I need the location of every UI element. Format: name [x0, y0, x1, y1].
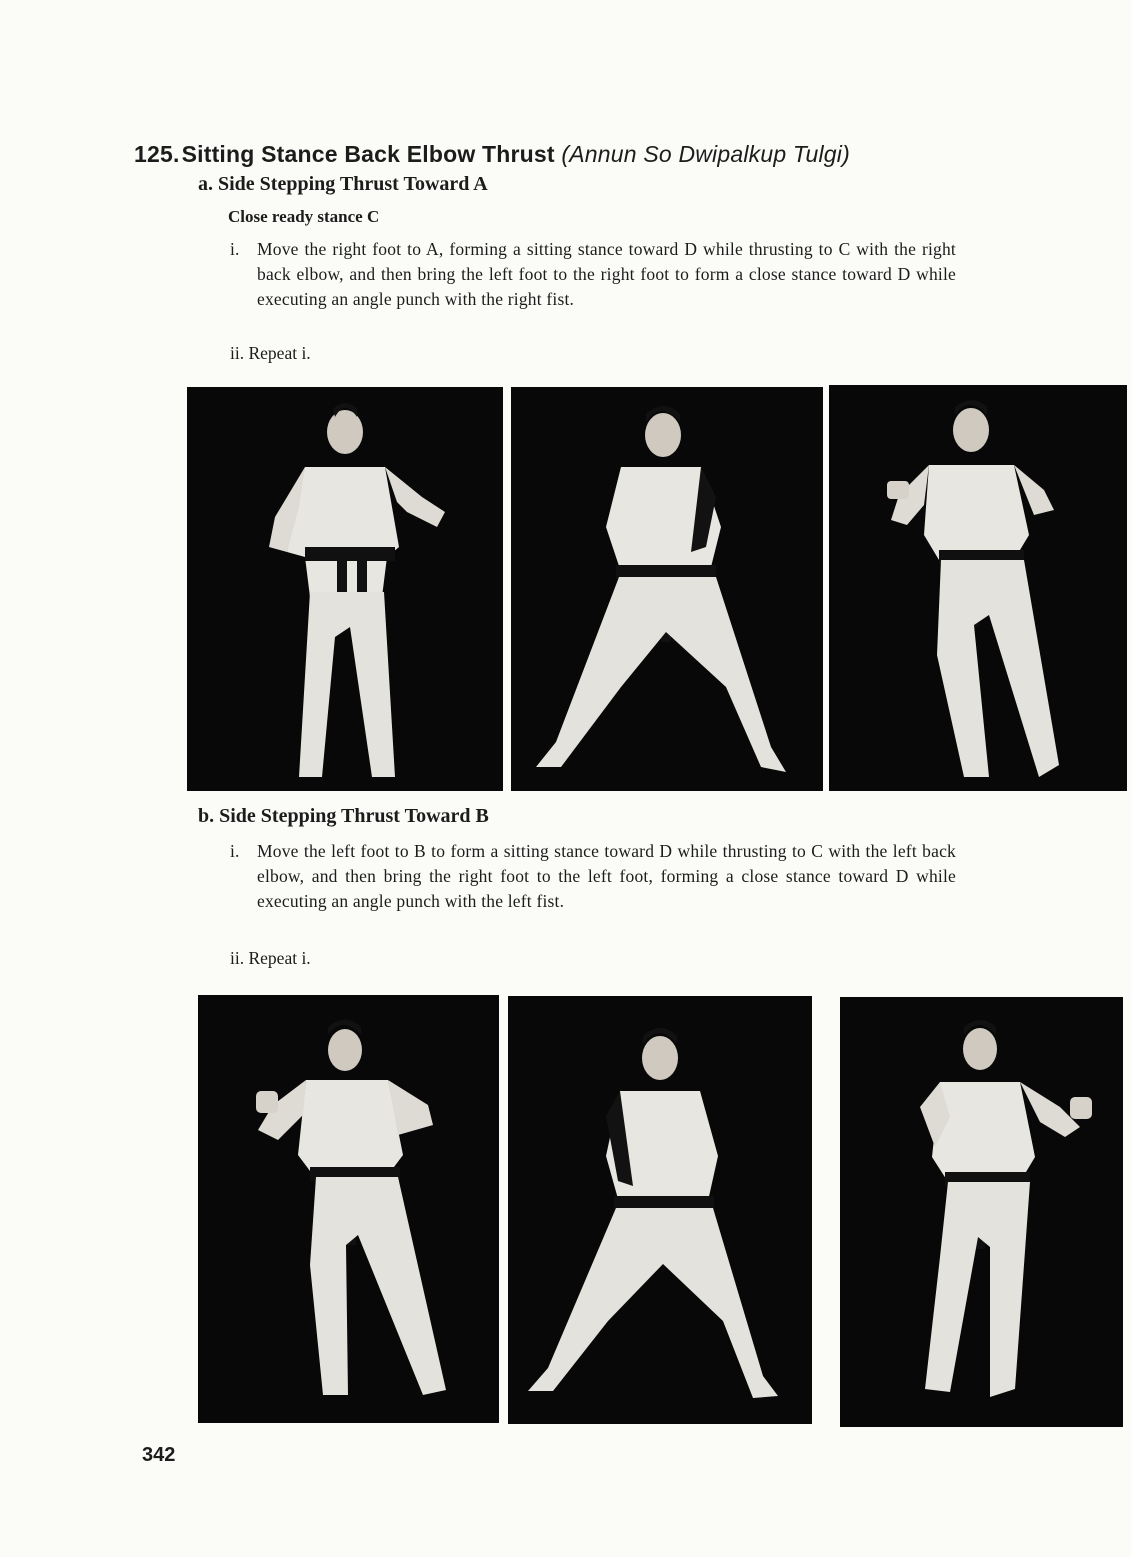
- section-number: 125.: [134, 141, 180, 167]
- photo-a-1: [187, 387, 503, 791]
- part-a-step-2: [230, 343, 311, 364]
- photo-b-3: [840, 997, 1123, 1427]
- step-text: Repeat i.: [248, 343, 311, 363]
- part-b-step-1: [230, 839, 956, 914]
- martial-artist-figure: [511, 387, 823, 791]
- step-marker: ii.: [230, 343, 245, 363]
- photo-b-1: [198, 995, 499, 1423]
- step-marker: i.: [230, 841, 240, 861]
- photo-a-2: [511, 387, 823, 791]
- section-alt-title: (Annun So Dwipalkup Tulgi): [561, 141, 850, 167]
- photo-a-3: [829, 385, 1127, 791]
- step-text: Repeat i.: [248, 948, 311, 968]
- martial-artist-figure: [840, 997, 1123, 1427]
- ready-stance: Close ready stance C: [228, 207, 380, 226]
- martial-artist-figure: [198, 995, 499, 1423]
- step-text: Move the right foot to A, forming a sitting stance toward D while thrusting to C with the right back elbow, and then bring the left foot to the right foot to form a close stance toward D while executing an angle punch with the right fist.: [257, 239, 956, 309]
- section-title: Sitting Stance Back Elbow Thrust: [181, 141, 555, 167]
- step-text: Move the left foot to B to form a sitting stance toward D while thrusting to C with the left back elbow, and then bring the right foot to the left foot, forming a close stance toward D while executing an angle punch with the left fist.: [257, 841, 956, 911]
- step-marker: ii.: [230, 948, 245, 968]
- part-b-heading: b. Side Stepping Thrust Toward B: [198, 805, 489, 827]
- part-a-heading: a. Side Stepping Thrust Toward A: [198, 173, 488, 195]
- part-a-step-1: [230, 237, 956, 312]
- section-heading: [134, 141, 1114, 168]
- photo-b-2: [508, 996, 812, 1424]
- part-b-step-2: [230, 948, 311, 969]
- martial-artist-figure: [187, 387, 503, 791]
- martial-artist-figure: [508, 996, 812, 1424]
- step-marker: i.: [230, 239, 240, 259]
- martial-artist-figure: [829, 385, 1127, 791]
- page-number: 342: [142, 1444, 176, 1466]
